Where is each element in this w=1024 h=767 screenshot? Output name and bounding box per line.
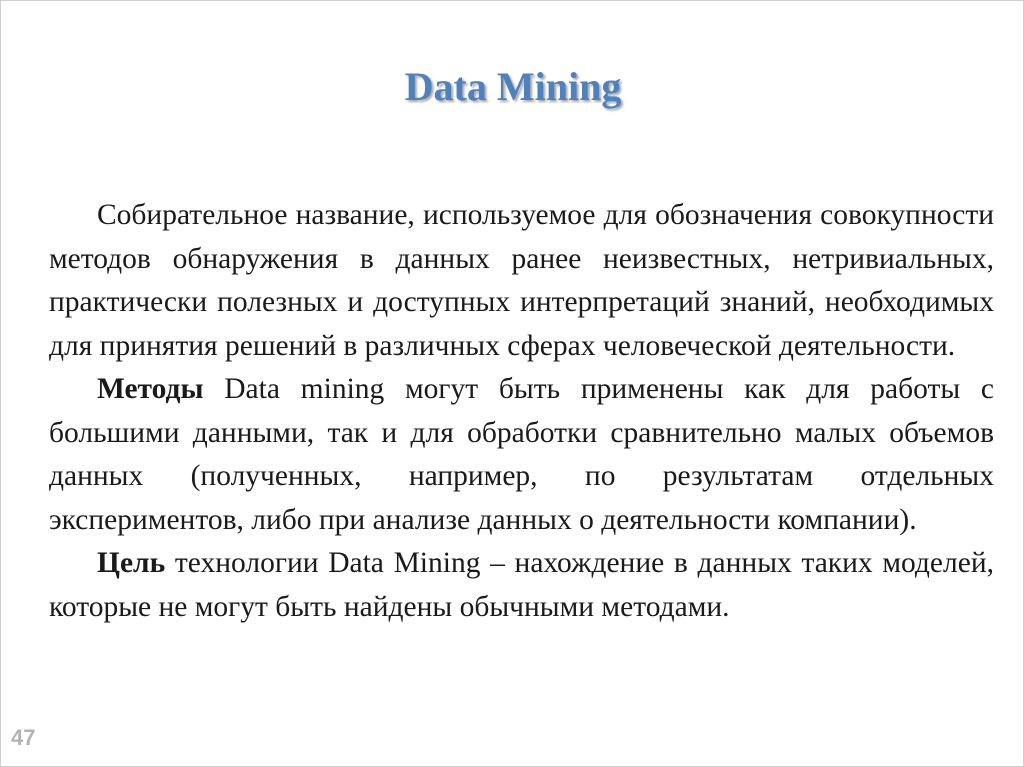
methods-bold-label: Методы bbox=[97, 373, 204, 405]
slide-body bbox=[49, 194, 994, 629]
slide-title: Data Mining bbox=[404, 64, 622, 109]
paragraph-definition: Собирательное название, используемое для обозначения совокупности методов обнаружения в данных ранее неизвестных, нетривиальных, практически полезных и доступных интерпретаций знаний, необходимых для принятия решений в различных сферах человеческой деятельности. bbox=[49, 199, 994, 362]
page-number: 47 bbox=[11, 725, 36, 750]
goal-text: технологии Data Mining – нахождение в данных таких моделей, которые не могут быть найдены обычными методами. bbox=[49, 547, 994, 623]
methods-text: Data mining могут быть применены как для работы с большими данными, так и для обработки сравнительно малых объемов данных (полученных, например, по результатам отдельных экспериментов, либо при анализе данных о деятельности компании). bbox=[49, 373, 994, 536]
paragraph-methods bbox=[49, 368, 994, 542]
goal-bold-label: Цель bbox=[97, 547, 166, 579]
paragraph-goal bbox=[49, 542, 994, 629]
